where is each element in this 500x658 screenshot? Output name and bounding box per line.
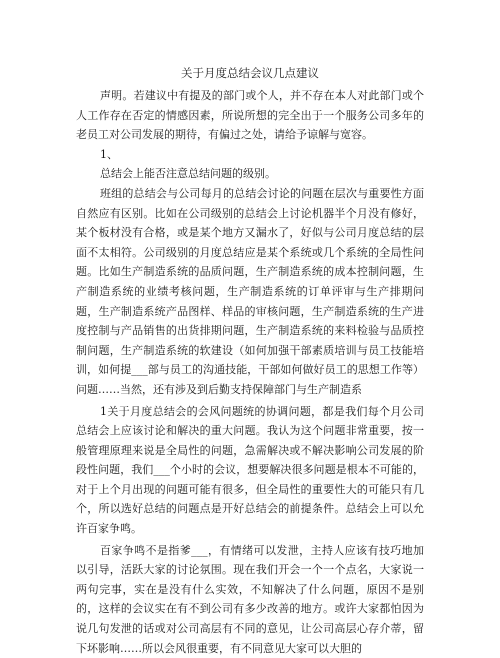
- paragraph-body: 百家争鸣不是指爹___，有情绪可以发泄，主持人应该有技巧地加以引导，活跃大家的讨论氛围。现在我们开会一个一个点名，大家说一两句完事，实在是没有什么实效，不知解决了什么问题，原因不是别的，这样的会议实在有不到公司有多少改善的地方。或许大家都怕因为说几句发泄的话或对公司高层有不同的意见，让公司高层心存介蒂，留下坏影响……所以会风很重要，有不同意见大家可以大胆的: [76, 543, 424, 655]
- paragraph-body: 班组的总结会与公司每月的总结会讨论的问题在层次与重要性方面自然应有区别。比如在公司级别的总结会上讨论机器半个月没有修好，某个板材没有合格，或是某个地方又漏水了，好似与公司月度总结的层面不太相符。公司级别的月度总结应是某个系统或几个系统的全局性问题。比如生产制造系统的品质问题，生产制造系统的成本控制问题，生产制造系统的业绩考核问题，生产制造系统的订单评审与生产排期问题，生产制造系统产品图样、样品的审核问题，生产制造系统的生产进度控制与产品销售的出货排期问题，生产制造系统的来料检验与品质控制问题，生产制造系统的软建设（如何加强干部素质培训与员工技能培训，如何提___部与员工的沟通技能，干部如何做好员工的思想工作等）问题……当然，还有涉及到后勤支持保障部门与生产制造系: [76, 186, 424, 396]
- document-body: [76, 86, 424, 658]
- paragraph-number: 1、: [100, 147, 118, 161]
- paragraph-heading: 总结会上能否注意总结问题的级别。: [100, 167, 276, 181]
- paragraph-body: 1关于月度总结会的会风问题统的协调问题，都是我们每个月公司总结会上应该讨论和解决的重大问题。我认为这个问题非常重要，按一般管理原理来说是全局性的问题，急需解决或不解决影响公司发展的阶段性问题，我们___个小时的会议，想要解决很多问题是根本不可能的，对于上个月出现的问题可能有很多，但全局性的重要性大的可能只有几个，所以选好总结的问题点是开好总结会的前提条件。总结会上可以允许百家争鸣。: [76, 404, 424, 536]
- document-title: 关于月度总结会议几点建议: [181, 66, 319, 80]
- paragraph-disclaimer: 声明。若建议中有提及的部门或个人，并不存在本人对此部门或个人工作存在否定的情感因素，所说所想的完全出于一个服务公司多年的老员工对公司发展的期待，有偏过之处，请给予谅解与宽容。: [76, 89, 424, 142]
